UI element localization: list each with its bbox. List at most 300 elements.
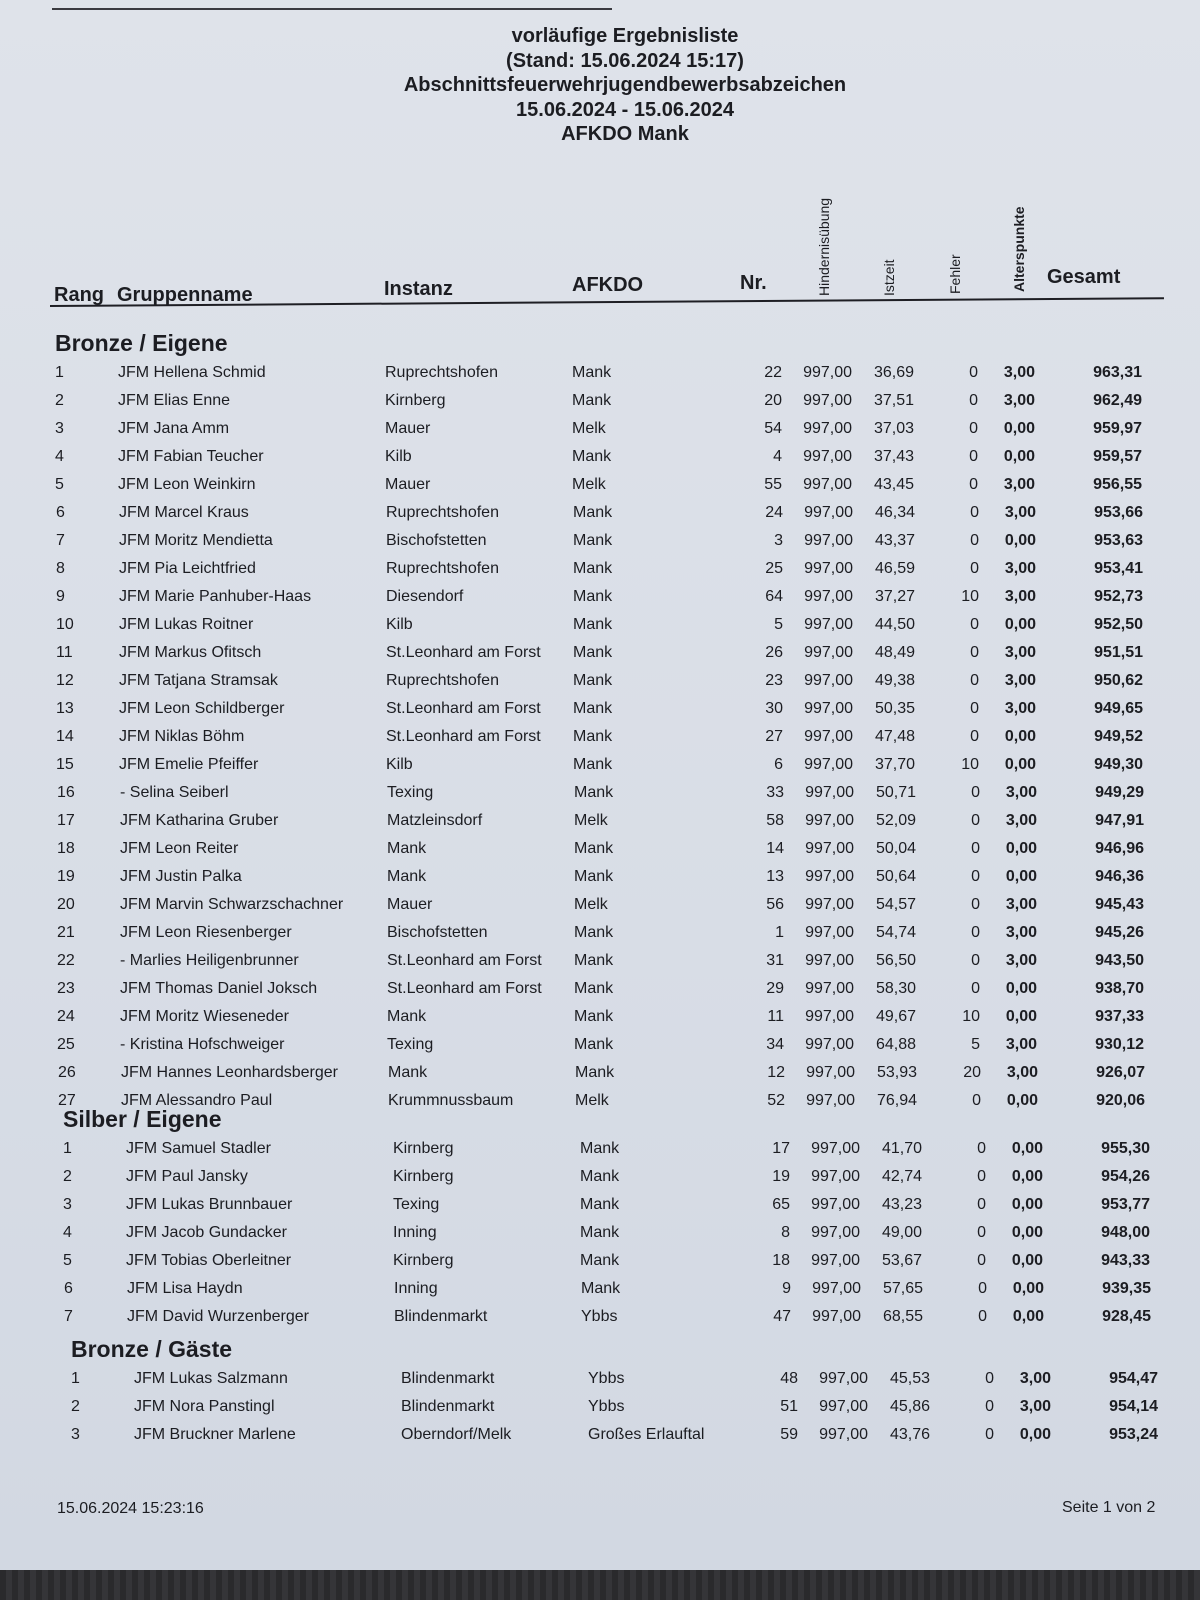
cell-afkdo: Mank [574,868,614,885]
table-row [2,924,1200,948]
cell-istzeit: 43,23 [881,1196,922,1213]
cell-rang: 10 [56,616,74,633]
cell-nr: 59 [780,1426,798,1443]
table-row [3,1064,1200,1088]
cell-fehler: 0 [972,1092,981,1109]
cell-alterspunkte: 0,00 [1005,840,1037,857]
cell-istzeit: 49,38 [874,672,915,689]
cell-istzeit: 37,03 [873,420,914,437]
cell-afkdo: Melk [572,476,606,493]
cell-alterspunkte: 0,00 [1012,1280,1044,1297]
cell-fehler: 10 [961,756,979,773]
cell-hindernisuebung: 997,00 [804,588,853,605]
cell-fehler: 0 [971,924,980,941]
cell-gruppenname: JFM Elias Enne [118,392,231,409]
col-nr: Nr. [740,272,767,294]
cell-rang: 25 [57,1036,75,1053]
cell-istzeit: 43,76 [889,1426,930,1443]
cell-alterspunkte: 0,00 [1005,980,1037,997]
cell-istzeit: 49,67 [875,1008,916,1025]
cell-rang: 13 [56,700,74,717]
cell-rang: 7 [56,532,65,549]
cell-gruppenname: JFM Tobias Oberleitner [126,1252,292,1269]
cell-istzeit: 42,74 [881,1168,922,1185]
cell-gruppenname: JFM Paul Jansky [126,1168,248,1185]
cell-gesamt: 945,26 [1095,924,1144,941]
table-row [8,1252,1200,1276]
table-row [1,616,1200,640]
cell-rang: 24 [57,1008,75,1025]
table-row [1,560,1200,584]
cell-afkdo: Ybbs [588,1398,625,1415]
cell-hindernisuebung: 997,00 [804,756,853,773]
cell-fehler: 20 [963,1064,981,1081]
cell-alterspunkte: 3,00 [1005,784,1037,801]
cell-rang: 6 [64,1280,73,1297]
cell-nr: 18 [772,1252,790,1269]
cell-hindernisuebung: 997,00 [804,728,853,745]
table-row [1,700,1200,724]
cell-instanz: St.Leonhard am Forst [386,644,541,661]
cell-instanz: Krummnussbaum [388,1092,514,1109]
cell-rang: 19 [57,868,75,885]
cell-nr: 25 [765,560,783,577]
header-status: (Stand: 15.06.2024 15:17) [506,49,744,72]
cell-hindernisuebung: 997,00 [803,448,852,465]
col-alterspunkte: Alterspunkte [1011,206,1027,292]
cell-fehler: 0 [970,532,979,549]
cell-instanz: Blindenmarkt [401,1398,495,1415]
cell-nr: 64 [765,588,783,605]
cell-afkdo: Mank [581,1280,621,1297]
col-instanz: Instanz [384,278,453,300]
cell-gruppenname: JFM Hannes Leonhardsberger [121,1064,339,1081]
cell-gesamt: 963,31 [1093,364,1142,381]
cell-rang: 26 [58,1064,76,1081]
cell-gesamt: 953,41 [1094,560,1143,577]
cell-alterspunkte: 0,00 [1011,1168,1043,1185]
cell-istzeit: 53,67 [881,1252,922,1269]
cell-rang: 3 [71,1426,80,1443]
cell-instanz: Ruprechtshofen [385,364,498,381]
cell-alterspunkte: 0,00 [1003,420,1035,437]
cell-fehler: 10 [962,1008,980,1025]
cell-fehler: 0 [977,1224,986,1241]
cell-fehler: 0 [970,728,979,745]
cell-nr: 3 [774,532,783,549]
cell-nr: 58 [766,812,784,829]
cell-istzeit: 76,94 [876,1092,917,1109]
cell-instanz: Mank [387,840,427,857]
cell-fehler: 0 [971,896,980,913]
cell-nr: 17 [772,1140,790,1157]
table-row [0,364,1200,388]
cell-gesamt: 953,77 [1101,1196,1150,1213]
cell-fehler: 0 [971,840,980,857]
cell-instanz: Mank [387,1008,427,1025]
cell-istzeit: 44,50 [874,616,915,633]
cell-alterspunkte: 3,00 [1005,924,1037,941]
cell-alterspunkte: 3,00 [1019,1370,1051,1387]
cell-rang: 6 [56,504,65,521]
cell-afkdo: Mank [574,1008,614,1025]
table-row [1,672,1200,696]
cell-gesamt: 938,70 [1095,980,1144,997]
cell-hindernisuebung: 997,00 [804,560,853,577]
cell-alterspunkte: 3,00 [1005,952,1037,969]
cell-afkdo: Ybbs [581,1308,618,1325]
cell-instanz: St.Leonhard am Forst [387,952,542,969]
cell-fehler: 0 [970,644,979,661]
cell-fehler: 0 [970,672,979,689]
cell-nr: 4 [773,448,782,465]
table-row [1,756,1200,780]
cell-alterspunkte: 3,00 [1004,672,1036,689]
cell-instanz: Mank [388,1064,428,1081]
cell-alterspunkte: 0,00 [1006,1092,1038,1109]
cell-gruppenname: JFM Fabian Teucher [118,448,264,465]
cell-gesamt: 947,91 [1095,812,1144,829]
cell-fehler: 5 [971,1036,980,1053]
cell-alterspunkte: 3,00 [1004,644,1036,661]
cell-gruppenname: JFM Jana Amm [118,420,230,437]
cell-nr: 65 [772,1196,790,1213]
cell-gesamt: 954,26 [1101,1168,1150,1185]
cell-gruppenname: JFM Leon Weinkirn [118,476,256,493]
cell-hindernisuebung: 997,00 [806,1064,855,1081]
cell-instanz: Ruprechtshofen [386,504,499,521]
table-row [2,840,1200,864]
header-competition: Abschnittsfeuerwehrjugendbewerbsabzeichen [403,74,847,96]
table-row [2,784,1200,808]
cell-instanz: St.Leonhard am Forst [387,980,542,997]
table-row [9,1308,1200,1332]
cell-istzeit: 45,53 [889,1370,930,1387]
cell-afkdo: Mank [574,840,614,857]
cell-istzeit: 37,27 [874,588,915,605]
cell-gesamt: 939,35 [1102,1280,1151,1297]
cell-hindernisuebung: 997,00 [811,1140,860,1157]
cell-hindernisuebung: 997,00 [804,504,853,521]
cell-hindernisuebung: 997,00 [804,532,853,549]
cell-rang: 12 [56,672,74,689]
footer-page-number: Seite 1 von 2 [1062,1499,1156,1516]
cell-gruppenname: JFM Katharina Gruber [120,812,279,829]
cell-afkdo: Mank [574,952,614,969]
cell-rang: 5 [55,476,64,493]
table-row [1,504,1200,528]
col-gesamt: Gesamt [1047,266,1121,288]
cell-alterspunkte: 3,00 [1004,700,1036,717]
cell-afkdo: Mank [574,924,614,941]
cell-afkdo: Großes Erlauftal [588,1426,705,1443]
cell-istzeit: 64,88 [875,1036,916,1053]
cell-alterspunkte: 3,00 [1003,476,1035,493]
cell-afkdo: Mank [580,1196,620,1213]
cell-hindernisuebung: 997,00 [812,1280,861,1297]
table-row [1,588,1200,612]
cell-afkdo: Mank [580,1224,620,1241]
cell-rang: 1 [55,364,64,381]
table-row [2,952,1200,976]
cell-fehler: 0 [971,812,980,829]
cell-gesamt: 928,45 [1102,1308,1151,1325]
cell-afkdo: Mank [580,1168,620,1185]
cell-gruppenname: JFM Tatjana Stramsak [119,672,278,689]
cell-rang: 2 [55,392,64,409]
cell-rang: 1 [71,1370,80,1387]
cell-instanz: Ruprechtshofen [386,560,499,577]
cell-instanz: Oberndorf/Melk [401,1426,512,1443]
cell-hindernisuebung: 997,00 [805,924,854,941]
cell-gruppenname: JFM Moritz Wieseneder [120,1008,289,1025]
cell-instanz: Texing [393,1196,440,1213]
cell-nr: 12 [767,1064,785,1081]
cell-fehler: 0 [985,1370,994,1387]
cell-fehler: 0 [969,420,978,437]
cell-gesamt: 946,36 [1095,868,1144,885]
cell-fehler: 0 [971,980,980,997]
cell-nr: 29 [766,980,784,997]
cell-instanz: Diesendorf [386,588,464,605]
section-title: Bronze / Gäste [71,1336,233,1362]
cell-hindernisuebung: 997,00 [805,952,854,969]
cell-nr: 23 [765,672,783,689]
cell-instanz: Mauer [385,420,431,437]
cell-fehler: 0 [970,700,979,717]
cell-rang: 2 [63,1168,72,1185]
cell-hindernisuebung: 997,00 [803,392,852,409]
cell-nr: 52 [767,1092,785,1109]
cell-alterspunkte: 0,00 [1019,1426,1051,1443]
cell-istzeit: 49,00 [881,1224,922,1241]
cell-gruppenname: JFM Bruckner Marlene [134,1426,296,1443]
cell-gruppenname: JFM Leon Schildberger [119,700,285,717]
cell-istzeit: 43,45 [873,476,914,493]
cell-gesamt: 954,47 [1109,1370,1158,1387]
cell-gesamt: 949,30 [1094,756,1143,773]
cell-nr: 13 [766,868,784,885]
cell-nr: 14 [766,840,784,857]
cell-afkdo: Mank [574,980,614,997]
table-row [2,868,1200,892]
table-row [2,812,1200,836]
cell-afkdo: Mank [575,1064,615,1081]
table-row [2,1008,1200,1032]
cell-fehler: 0 [969,364,978,381]
cell-nr: 11 [767,1008,784,1025]
cell-istzeit: 54,57 [875,896,916,913]
cell-gesamt: 943,50 [1095,952,1144,969]
cell-gesamt: 956,55 [1093,476,1142,493]
cell-rang: 4 [55,448,64,465]
table-row [2,980,1200,1004]
cell-nr: 31 [766,952,784,969]
cell-gruppenname: JFM Leon Reiter [120,840,239,857]
col-rang: Rang [54,284,104,306]
cell-hindernisuebung: 997,00 [803,420,852,437]
cell-alterspunkte: 3,00 [1004,560,1036,577]
cell-fehler: 0 [970,560,979,577]
cell-gruppenname: JFM Jacob Gundacker [126,1224,287,1241]
cell-nr: 20 [764,392,782,409]
cell-rang: 16 [57,784,75,801]
cell-alterspunkte: 3,00 [1005,1036,1037,1053]
header-organizer: AFKDO Mank [561,123,689,145]
cell-hindernisuebung: 997,00 [806,1092,855,1109]
cell-alterspunkte: 0,00 [1005,868,1037,885]
cell-nr: 19 [772,1168,790,1185]
cell-rang: 7 [64,1308,73,1325]
cell-gesamt: 954,14 [1109,1398,1158,1415]
cell-alterspunkte: 0,00 [1005,1008,1037,1025]
cell-fehler: 0 [978,1280,987,1297]
cell-rang: 15 [56,756,74,773]
cell-instanz: Inning [393,1224,437,1241]
cell-alterspunkte: 0,00 [1004,532,1036,549]
cell-fehler: 0 [971,952,980,969]
cell-gesamt: 952,50 [1094,616,1143,633]
cell-gruppenname: JFM Niklas Böhm [119,728,245,745]
cell-afkdo: Mank [574,1036,614,1053]
cell-instanz: Ruprechtshofen [386,672,499,689]
cell-istzeit: 43,37 [874,532,915,549]
cell-alterspunkte: 0,00 [1012,1308,1044,1325]
header-title: vorläufige Ergebnisliste [511,25,739,47]
cell-instanz: Mank [387,868,427,885]
cell-gruppenname: JFM Lisa Haydn [127,1280,243,1297]
table-row [1,728,1200,752]
cell-afkdo: Melk [572,420,606,437]
cell-nr: 47 [773,1308,791,1325]
table-row [16,1426,1200,1450]
cell-gruppenname: JFM Lukas Brunnbauer [126,1196,293,1213]
cell-gesamt: 962,49 [1093,392,1142,409]
cell-alterspunkte: 3,00 [1005,812,1037,829]
cell-alterspunkte: 0,00 [1011,1140,1043,1157]
cell-gruppenname: JFM Samuel Stadler [126,1140,271,1157]
cell-instanz: Blindenmarkt [394,1308,488,1325]
cell-nr: 48 [780,1370,798,1387]
cell-instanz: Matzleinsdorf [387,812,483,829]
cell-gruppenname: JFM Alessandro Paul [121,1092,273,1109]
cell-fehler: 0 [977,1252,986,1269]
cell-rang: 14 [56,728,74,745]
cell-fehler: 0 [977,1168,986,1185]
table-row [8,1224,1200,1248]
table-row [16,1370,1200,1394]
cell-gesamt: 952,73 [1094,588,1143,605]
cell-istzeit: 54,74 [875,924,916,941]
cell-gruppenname: - Marlies Heiligenbrunner [120,952,299,969]
col-hindernisuebung: Hindernisübung [816,197,832,296]
cell-afkdo: Mank [574,784,614,801]
cell-hindernisuebung: 997,00 [803,364,852,381]
col-afkdo: AFKDO [572,274,644,296]
cell-istzeit: 57,65 [882,1280,923,1297]
cell-hindernisuebung: 997,00 [805,784,854,801]
cell-afkdo: Mank [580,1252,620,1269]
cell-nr: 56 [766,896,784,913]
cell-istzeit: 56,50 [875,952,916,969]
col-istzeit: Istzeit [881,259,897,296]
cell-rang: 23 [57,980,75,997]
cell-hindernisuebung: 997,00 [804,700,853,717]
cell-alterspunkte: 3,00 [1003,392,1035,409]
footer-printed-at: 15.06.2024 15:23:16 [57,1500,204,1517]
col-fehler: Fehler [947,254,963,294]
table-row [9,1280,1200,1304]
cell-istzeit: 46,59 [874,560,915,577]
cell-instanz: Bischofstetten [387,924,488,941]
cell-nr: 27 [765,728,783,745]
cell-fehler: 0 [971,784,980,801]
cell-nr: 5 [774,616,783,633]
cell-rang: 3 [63,1196,72,1213]
cell-nr: 9 [782,1280,791,1297]
table-row [0,392,1200,416]
cell-hindernisuebung: 997,00 [811,1196,860,1213]
col-gruppenname: Gruppenname [117,284,253,306]
cell-hindernisuebung: 997,00 [805,840,854,857]
cell-alterspunkte: 0,00 [1004,728,1036,745]
cell-istzeit: 53,93 [876,1064,917,1081]
cell-rang: 2 [71,1398,80,1415]
cell-fehler: 0 [977,1196,986,1213]
cell-istzeit: 58,30 [875,980,916,997]
cell-alterspunkte: 0,00 [1004,616,1036,633]
table-row [0,476,1200,500]
cell-gesamt: 945,43 [1095,896,1144,913]
cell-gruppenname: JFM Thomas Daniel Joksch [120,980,318,997]
cell-afkdo: Mank [572,448,612,465]
table-row [1,532,1200,556]
cell-afkdo: Mank [572,392,612,409]
cell-fehler: 0 [969,448,978,465]
cell-alterspunkte: 3,00 [1004,588,1036,605]
cell-gruppenname: JFM Justin Palka [120,868,242,885]
cell-istzeit: 48,49 [874,644,915,661]
cell-fehler: 0 [977,1140,986,1157]
cell-gruppenname: JFM Marie Panhuber-Haas [119,588,312,605]
cell-nr: 55 [764,476,782,493]
cell-istzeit: 50,71 [875,784,916,801]
cell-rang: 1 [63,1140,72,1157]
table-row [8,1168,1200,1192]
cell-istzeit: 41,70 [881,1140,922,1157]
cell-afkdo: Mank [573,756,613,773]
cell-alterspunkte: 3,00 [1003,364,1035,381]
cell-istzeit: 50,35 [874,700,915,717]
cell-gesamt: 948,00 [1101,1224,1150,1241]
cell-hindernisuebung: 997,00 [805,812,854,829]
header-date-range: 15.06.2024 - 15.06.2024 [516,98,734,121]
cell-gesamt: 953,63 [1094,532,1143,549]
cell-gesamt: 953,66 [1094,504,1143,521]
cell-afkdo: Mank [573,560,613,577]
cell-gruppenname: JFM Hellena Schmid [118,364,266,381]
cell-hindernisuebung: 997,00 [819,1426,868,1443]
cell-nr: 22 [764,364,782,381]
cell-instanz: St.Leonhard am Forst [386,700,541,717]
cell-hindernisuebung: 997,00 [804,644,853,661]
cell-alterspunkte: 0,00 [1011,1224,1043,1241]
cell-rang: 20 [57,896,75,913]
cell-gruppenname: JFM Leon Riesenberger [120,924,292,941]
cell-alterspunkte: 0,00 [1003,448,1035,465]
cell-gruppenname: JFM Moritz Mendietta [119,532,273,549]
cell-instanz: Mauer [385,476,431,493]
